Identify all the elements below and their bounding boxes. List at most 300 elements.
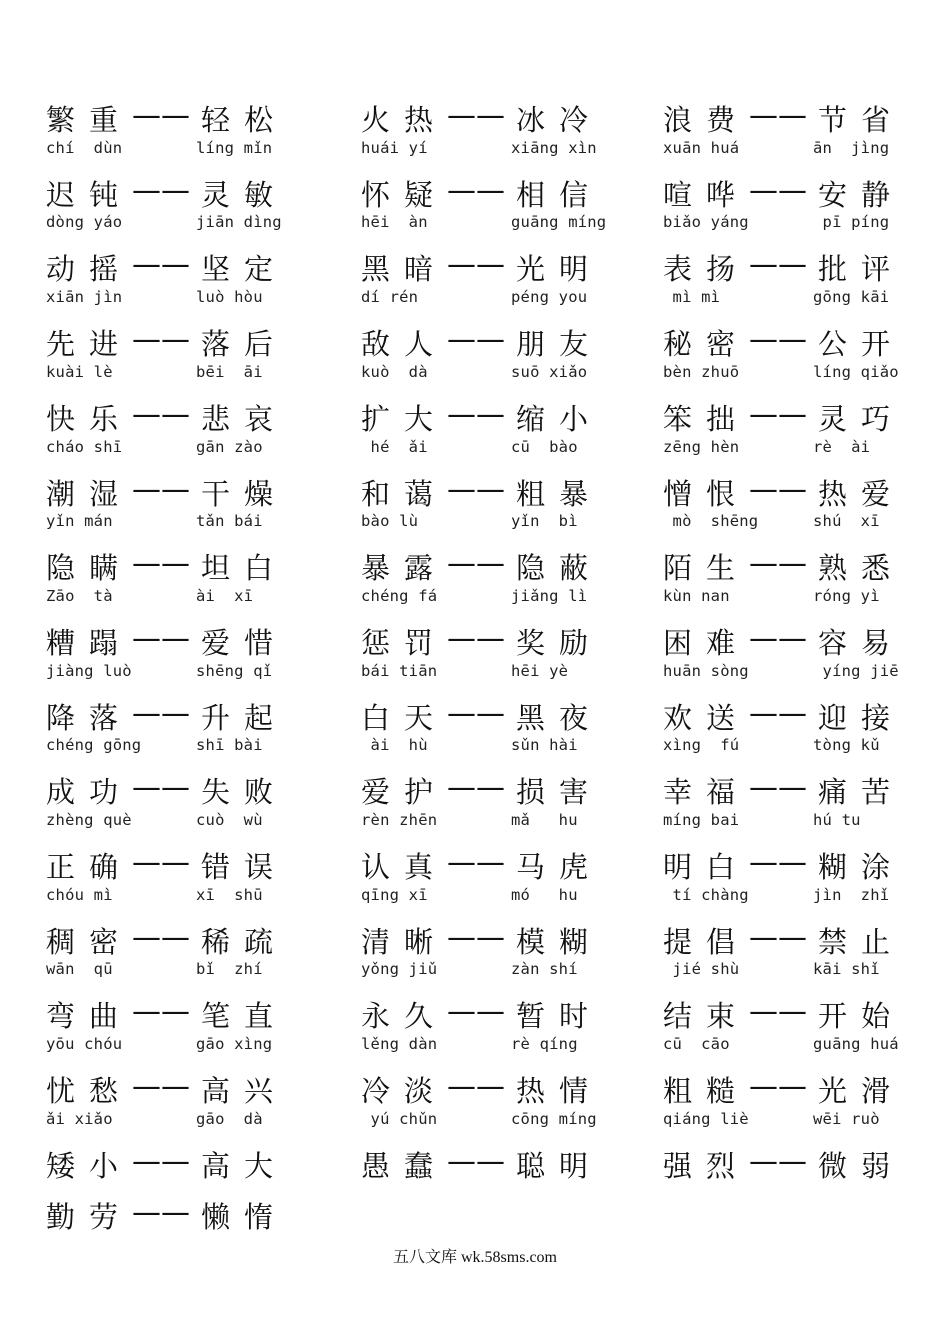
pinyin-second-word: sǔn hài xyxy=(511,736,578,755)
pinyin-line xyxy=(663,213,950,235)
word-first: 稠密 xyxy=(46,924,133,959)
hanzi-line xyxy=(663,770,950,810)
hanzi-line xyxy=(46,1144,366,1184)
word-second: 错误 xyxy=(201,850,288,884)
hanzi-line xyxy=(46,1069,366,1109)
em-dash-separator: —— xyxy=(447,994,505,1029)
pinyin-second-word: xī shū xyxy=(196,885,263,904)
pinyin-second-word: cuò wù xyxy=(196,811,263,829)
pinyin-second-word: xiāng xìn xyxy=(511,138,597,157)
pinyin-first-word: kuò dà xyxy=(361,362,428,381)
pinyin-first-word: qiáng liè xyxy=(663,1109,749,1128)
word-first: 忧愁 xyxy=(46,1074,133,1109)
word-first: 爱护 xyxy=(361,775,448,810)
word-second: 批评 xyxy=(818,252,905,287)
pinyin-second-word: yǐn bì xyxy=(511,512,578,531)
em-dash-separator: —— xyxy=(749,322,807,357)
pinyin-line xyxy=(361,139,661,161)
word-second: 隐蔽 xyxy=(516,551,603,586)
pinyin-second-word: tǎn bái xyxy=(196,512,263,531)
hanzi-line xyxy=(361,770,681,810)
word-second: 糊涂 xyxy=(818,850,905,884)
pinyin-first-word: chí dùn xyxy=(46,138,123,157)
word-second: 熟悉 xyxy=(818,551,905,586)
em-dash-separator: —— xyxy=(132,172,190,207)
pinyin-second-word: bēi āi xyxy=(196,362,263,381)
word-first: 白天 xyxy=(361,700,448,735)
em-dash-separator: —— xyxy=(447,845,505,879)
hanzi-line xyxy=(361,696,681,736)
word-first: 隐瞒 xyxy=(46,551,133,586)
hanzi-line xyxy=(46,247,366,287)
pinyin-line xyxy=(361,213,661,235)
word-second: 缩小 xyxy=(516,401,603,436)
word-first: 认真 xyxy=(361,850,448,884)
pinyin-first-word: jiàng luò xyxy=(46,661,132,680)
word-first: 浪费 xyxy=(663,103,750,137)
word-first: 和蔼 xyxy=(361,476,448,511)
hanzi-line xyxy=(663,98,950,138)
hanzi-line xyxy=(361,546,681,586)
word-first: 敌人 xyxy=(361,327,448,362)
word-first: 黑暗 xyxy=(361,252,448,287)
word-second: 高兴 xyxy=(201,1074,288,1109)
word-first: 弯曲 xyxy=(46,999,133,1034)
word-second: 笔直 xyxy=(201,999,288,1034)
pinyin-line xyxy=(46,363,346,385)
pinyin-line xyxy=(663,363,950,385)
em-dash-separator: —— xyxy=(749,695,807,730)
pinyin-line xyxy=(46,736,346,758)
word-second: 禁止 xyxy=(818,924,905,959)
hanzi-line xyxy=(663,1144,950,1184)
em-dash-separator: —— xyxy=(447,247,505,282)
pinyin-line xyxy=(361,438,661,460)
pinyin-line xyxy=(46,139,346,161)
pinyin-first-word: míng bai xyxy=(663,811,740,829)
word-second: 暂时 xyxy=(516,999,603,1034)
hanzi-line xyxy=(663,397,950,437)
pinyin-first-word: dí rén xyxy=(361,288,419,307)
pinyin-second-word: róng yì xyxy=(813,586,880,605)
word-second: 悲哀 xyxy=(201,401,288,436)
word-first: 困难 xyxy=(663,625,750,660)
word-first: 粗糙 xyxy=(663,1074,750,1109)
pinyin-second-word: cū bào xyxy=(511,437,578,456)
pinyin-line xyxy=(46,1035,346,1057)
pinyin-line xyxy=(46,288,346,310)
pinyin-second-word: luò hòu xyxy=(196,288,263,307)
word-second: 灵敏 xyxy=(201,177,288,212)
word-second: 相信 xyxy=(516,177,603,212)
pinyin-second-word: wēi ruò xyxy=(813,1109,880,1128)
word-first: 矮小 xyxy=(46,1148,133,1183)
pinyin-line xyxy=(663,288,950,310)
pinyin-second-word: guāng huá xyxy=(813,1035,899,1054)
pinyin-first-word: wān qū xyxy=(46,960,113,979)
em-dash-separator: —— xyxy=(132,322,190,357)
em-dash-separator: —— xyxy=(447,396,505,431)
em-dash-separator: —— xyxy=(132,98,190,132)
word-second: 马虎 xyxy=(516,850,603,884)
hanzi-line xyxy=(663,1069,950,1109)
word-second: 模糊 xyxy=(516,924,603,959)
em-dash-separator: —— xyxy=(447,322,505,357)
pinyin-second-word: ān jìng xyxy=(813,138,890,157)
em-dash-separator: —— xyxy=(132,1195,190,1229)
pinyin-first-word: hēi àn xyxy=(361,213,428,232)
word-first: 明白 xyxy=(663,850,750,884)
pinyin-line xyxy=(663,139,950,161)
em-dash-separator: —— xyxy=(749,770,807,805)
word-first: 幸福 xyxy=(663,775,750,810)
pinyin-second-word: zàn shí xyxy=(511,960,578,979)
pinyin-line xyxy=(663,886,950,908)
hanzi-line xyxy=(663,173,950,213)
word-first: 繁重 xyxy=(46,103,133,137)
pinyin-line xyxy=(663,1110,950,1132)
em-dash-separator: —— xyxy=(749,98,807,132)
pinyin-second-word: rè ài xyxy=(813,437,871,456)
pinyin-line xyxy=(46,662,346,684)
em-dash-separator: —— xyxy=(132,845,190,879)
pinyin-first-word: yǐn mán xyxy=(46,512,113,531)
hanzi-line xyxy=(663,546,950,586)
pinyin-second-word: pī píng xyxy=(813,213,890,232)
word-second: 节省 xyxy=(818,103,905,137)
pinyin-second-word: shēng qǐ xyxy=(196,661,273,680)
em-dash-separator: —— xyxy=(132,1069,190,1104)
pinyin-first-word: lěng dàn xyxy=(361,1035,438,1054)
footer-watermark: 五八文库 wk.58sms.com xyxy=(392,1249,557,1266)
word-first: 正确 xyxy=(46,850,133,884)
pinyin-first-word: yǒng jiǔ xyxy=(361,960,438,979)
word-first: 动摇 xyxy=(46,252,133,287)
word-first: 暴露 xyxy=(361,551,448,586)
pinyin-second-word: kāi shǐ xyxy=(813,960,880,979)
hanzi-line xyxy=(361,173,681,213)
pinyin-second-word: líng qiǎo xyxy=(813,362,899,381)
pinyin-line xyxy=(361,736,661,758)
word-first: 惩罚 xyxy=(361,625,448,660)
em-dash-separator: —— xyxy=(132,994,190,1029)
word-second: 聪明 xyxy=(516,1148,603,1183)
pinyin-first-word: xiān jìn xyxy=(46,288,123,307)
word-first: 先进 xyxy=(46,327,133,362)
em-dash-separator: —— xyxy=(447,546,505,581)
pinyin-second-word: gān zào xyxy=(196,437,263,456)
hanzi-line xyxy=(46,173,366,213)
word-second: 痛苦 xyxy=(818,775,905,810)
hanzi-line xyxy=(361,621,681,661)
pinyin-line xyxy=(361,363,661,385)
hanzi-line xyxy=(361,322,681,362)
word-second: 升起 xyxy=(201,700,288,735)
pinyin-first-word: bào lù xyxy=(361,512,419,531)
pinyin-first-word: kùn nan xyxy=(663,586,730,605)
word-first: 降落 xyxy=(46,700,133,735)
hanzi-line xyxy=(46,770,366,810)
em-dash-separator: —— xyxy=(749,471,807,506)
word-first: 陌生 xyxy=(663,551,750,586)
pinyin-line xyxy=(663,960,950,982)
pinyin-first-word: zhèng què xyxy=(46,811,132,829)
pinyin-line xyxy=(361,811,661,833)
em-dash-separator: —— xyxy=(132,247,190,282)
pinyin-second-word: gāo dà xyxy=(196,1109,263,1128)
hanzi-line xyxy=(663,845,950,885)
hanzi-line xyxy=(361,472,681,512)
pinyin-first-word: biǎo yáng xyxy=(663,213,749,232)
em-dash-separator: —— xyxy=(749,919,807,954)
hanzi-line xyxy=(361,845,681,885)
hanzi-line xyxy=(46,920,366,960)
word-second: 落后 xyxy=(201,327,288,362)
pinyin-second-word: hēi yè xyxy=(511,661,569,680)
word-first: 成功 xyxy=(46,775,133,810)
em-dash-separator: —— xyxy=(749,994,807,1029)
pinyin-line xyxy=(663,662,950,684)
word-second: 公开 xyxy=(818,327,905,362)
pinyin-first-word: ài hù xyxy=(361,736,428,755)
pinyin-second-word: mǎ hu xyxy=(511,811,578,829)
word-second: 轻松 xyxy=(201,103,288,137)
word-second: 懒惰 xyxy=(201,1200,288,1234)
pinyin-line xyxy=(663,438,950,460)
hanzi-line xyxy=(46,1195,366,1235)
em-dash-separator: —— xyxy=(132,396,190,431)
pinyin-second-word: jiǎng lì xyxy=(511,586,588,605)
hanzi-line xyxy=(361,1069,681,1109)
word-second: 迎接 xyxy=(818,700,905,735)
pinyin-second-word: tòng kǔ xyxy=(813,736,880,755)
em-dash-separator: —— xyxy=(132,471,190,506)
pinyin-line xyxy=(361,1035,661,1057)
em-dash-separator: —— xyxy=(447,695,505,730)
hanzi-line xyxy=(46,397,366,437)
pinyin-line xyxy=(663,736,950,758)
word-second: 爱惜 xyxy=(201,625,288,660)
pinyin-first-word: cháo shī xyxy=(46,437,123,456)
hanzi-line xyxy=(46,546,366,586)
pinyin-first-word: chéng gōng xyxy=(46,736,142,755)
word-first: 秘密 xyxy=(663,327,750,362)
hanzi-line xyxy=(361,247,681,287)
pinyin-second-word: ài xī xyxy=(196,586,254,605)
word-second: 容易 xyxy=(818,625,905,660)
word-first: 喧哗 xyxy=(663,177,750,212)
word-second: 奖励 xyxy=(516,625,603,660)
word-first: 提倡 xyxy=(663,924,750,959)
hanzi-line xyxy=(46,696,366,736)
word-first: 快乐 xyxy=(46,401,133,436)
word-second: 安静 xyxy=(818,177,905,212)
pinyin-first-word: ǎi xiǎo xyxy=(46,1109,113,1128)
hanzi-line xyxy=(663,994,950,1034)
word-second: 稀疏 xyxy=(201,924,288,959)
pinyin-first-word: Zāo tà xyxy=(46,586,113,605)
word-first: 表扬 xyxy=(663,252,750,287)
pinyin-first-word: huān sòng xyxy=(663,661,749,680)
em-dash-separator: —— xyxy=(749,620,807,655)
pinyin-second-word: suō xiǎo xyxy=(511,362,588,381)
pinyin-first-word: dòng yáo xyxy=(46,213,123,232)
word-second: 微弱 xyxy=(818,1148,905,1183)
pinyin-line xyxy=(46,213,346,235)
word-first: 迟钝 xyxy=(46,177,133,212)
em-dash-separator: —— xyxy=(132,770,190,805)
pinyin-line xyxy=(361,886,661,908)
pinyin-line xyxy=(361,1110,661,1132)
word-first: 糟蹋 xyxy=(46,625,133,660)
word-second: 粗暴 xyxy=(516,476,603,511)
em-dash-separator: —— xyxy=(749,396,807,431)
em-dash-separator: —— xyxy=(749,1143,807,1178)
pinyin-first-word: chéng fá xyxy=(361,586,438,605)
pinyin-second-word: péng you xyxy=(511,288,588,307)
pinyin-second-word: jiān dìng xyxy=(196,213,282,232)
word-first: 火热 xyxy=(361,103,448,137)
em-dash-separator: —— xyxy=(447,471,505,506)
word-second: 朋友 xyxy=(516,327,603,362)
em-dash-separator: —— xyxy=(132,620,190,655)
word-first: 愚蠢 xyxy=(361,1148,448,1183)
hanzi-line xyxy=(46,845,366,885)
pinyin-line xyxy=(361,662,661,684)
em-dash-separator: —— xyxy=(749,247,807,282)
pinyin-line xyxy=(361,960,661,982)
hanzi-line xyxy=(663,621,950,661)
hanzi-line xyxy=(46,322,366,362)
word-second: 黑夜 xyxy=(516,700,603,735)
word-second: 光滑 xyxy=(818,1074,905,1109)
pinyin-second-word: rè qíng xyxy=(511,1035,578,1054)
hanzi-line xyxy=(663,472,950,512)
pinyin-first-word: yōu chóu xyxy=(46,1035,123,1054)
pinyin-first-word: jié shù xyxy=(663,960,740,979)
word-first: 冷淡 xyxy=(361,1074,448,1109)
hanzi-line xyxy=(361,98,681,138)
hanzi-line xyxy=(663,920,950,960)
em-dash-separator: —— xyxy=(749,546,807,581)
pinyin-first-word: kuài lè xyxy=(46,362,113,381)
word-first: 清晰 xyxy=(361,924,448,959)
em-dash-separator: —— xyxy=(132,546,190,581)
pinyin-first-word: chóu mì xyxy=(46,885,113,904)
word-second: 坚定 xyxy=(201,252,288,287)
word-second: 开始 xyxy=(818,999,905,1034)
hanzi-line xyxy=(361,920,681,960)
word-second: 损害 xyxy=(516,775,603,810)
em-dash-separator: —— xyxy=(749,845,807,879)
word-first: 怀疑 xyxy=(361,177,448,212)
pinyin-first-word: rèn zhēn xyxy=(361,811,438,829)
hanzi-line xyxy=(361,994,681,1034)
pinyin-first-word: bái tiān xyxy=(361,661,438,680)
word-first: 潮湿 xyxy=(46,476,133,511)
em-dash-separator: —— xyxy=(132,1143,190,1178)
pinyin-first-word: mì mì xyxy=(663,288,721,307)
pinyin-first-word: hé ǎi xyxy=(361,437,428,456)
word-first: 扩大 xyxy=(361,401,448,436)
pinyin-line xyxy=(361,512,661,534)
hanzi-line xyxy=(46,994,366,1034)
em-dash-separator: —— xyxy=(447,919,505,954)
pinyin-second-word: gāo xìng xyxy=(196,1035,273,1054)
pinyin-line xyxy=(361,288,661,310)
pinyin-first-word: mò shēng xyxy=(663,512,759,531)
pinyin-second-word: jìn zhǐ xyxy=(813,885,890,904)
word-second: 冰冷 xyxy=(516,103,603,137)
pinyin-second-word: yíng jiē xyxy=(813,661,899,680)
word-first: 勤劳 xyxy=(46,1200,133,1234)
hanzi-line xyxy=(361,397,681,437)
pinyin-line xyxy=(663,1035,950,1057)
pinyin-first-word: cū cāo xyxy=(663,1035,730,1054)
pinyin-line xyxy=(663,512,950,534)
em-dash-separator: —— xyxy=(447,1143,505,1178)
word-second: 热情 xyxy=(516,1074,603,1109)
pinyin-line xyxy=(663,811,950,833)
em-dash-separator: —— xyxy=(447,1069,505,1104)
word-first: 强烈 xyxy=(663,1148,750,1183)
em-dash-separator: —— xyxy=(132,695,190,730)
pinyin-line xyxy=(663,587,950,609)
em-dash-separator: —— xyxy=(447,172,505,207)
word-first: 永久 xyxy=(361,999,448,1034)
pinyin-line xyxy=(46,960,346,982)
hanzi-line xyxy=(46,472,366,512)
word-second: 失败 xyxy=(201,775,288,810)
em-dash-separator: —— xyxy=(749,1069,807,1104)
pinyin-second-word: bǐ zhí xyxy=(196,960,263,979)
pinyin-line xyxy=(361,587,661,609)
em-dash-separator: —— xyxy=(132,919,190,954)
pinyin-line xyxy=(46,1110,346,1132)
pinyin-first-word: tí chàng xyxy=(663,885,749,904)
hanzi-line xyxy=(46,621,366,661)
pinyin-first-word: zēng hèn xyxy=(663,437,740,456)
pinyin-line xyxy=(46,886,346,908)
pinyin-second-word: mó hu xyxy=(511,885,578,904)
word-first: 憎恨 xyxy=(663,476,750,511)
pinyin-first-word: yú chǔn xyxy=(361,1109,438,1128)
word-second: 高大 xyxy=(201,1148,288,1183)
hanzi-line xyxy=(663,247,950,287)
pinyin-first-word: xuān huá xyxy=(663,138,740,157)
em-dash-separator: —— xyxy=(447,98,505,132)
word-second: 光明 xyxy=(516,252,603,287)
pinyin-second-word: cōng míng xyxy=(511,1109,597,1128)
word-first: 结束 xyxy=(663,999,750,1034)
pinyin-first-word: bèn zhuō xyxy=(663,362,740,381)
word-second: 坦白 xyxy=(201,551,288,586)
pinyin-second-word: guāng míng xyxy=(511,213,607,232)
pinyin-second-word: gōng kāi xyxy=(813,288,890,307)
pinyin-second-word: líng mǐn xyxy=(196,138,273,157)
hanzi-line xyxy=(46,98,366,138)
pinyin-second-word: shī bài xyxy=(196,736,263,755)
em-dash-separator: —— xyxy=(447,770,505,805)
word-first: 笨拙 xyxy=(663,401,750,436)
hanzi-line xyxy=(361,1144,681,1184)
pinyin-first-word: xìng fú xyxy=(663,736,740,755)
em-dash-separator: —— xyxy=(749,172,807,207)
word-second: 热爱 xyxy=(818,476,905,511)
pinyin-second-word: shú xī xyxy=(813,512,880,531)
word-second: 灵巧 xyxy=(818,401,905,436)
pinyin-line xyxy=(46,512,346,534)
